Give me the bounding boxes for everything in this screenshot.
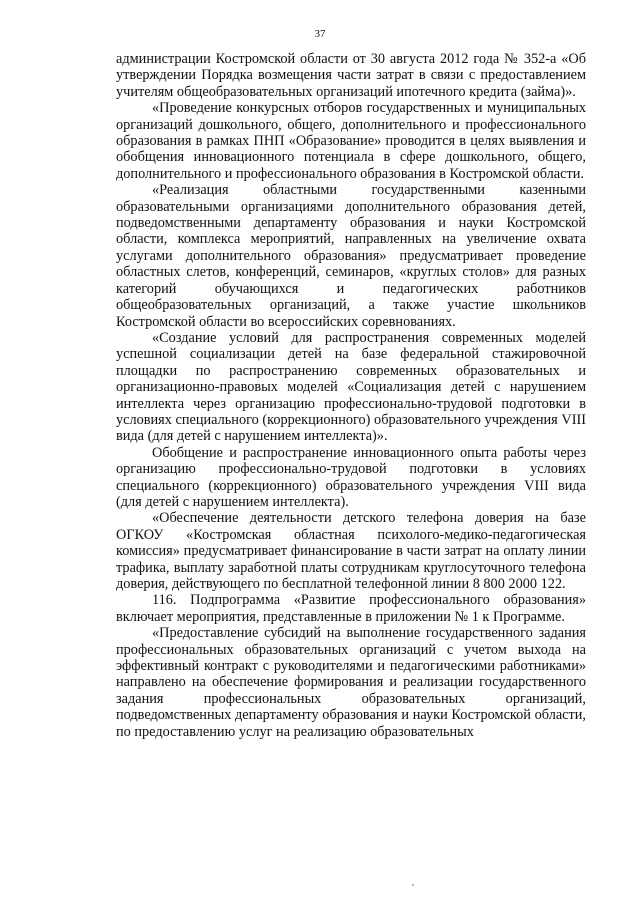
paragraph: 116. Подпрограмма «Развитие профессионального образования» включает мероприятия, представленные в приложении № 1 к Программе. bbox=[116, 592, 586, 625]
paragraph: «Проведение конкурсных отборов государственных и муниципальных организаций дошкольного, общего, дополнительного и профессионального образования в рамках ПНП «Образование» проводится в целях выявления и обобщения инновационного потенциала в сфере дошкольного, общего, дополнительного и профессионального образования в Костромской области. bbox=[116, 100, 586, 182]
scan-speck bbox=[412, 884, 414, 886]
paragraph: «Реализация областными государственными казенными образовательными организациями дополнительного образования детей, подведомственными департаменту образования и науки Костромской области, комплекса мероприятий, направленных на увеличение охвата услугами дополнительного образования» предусматривает проведение областных слетов, конференций, семинаров, «круглых столов» для разных категорий обучающихся и педагогических работников общеобразовательных организаций, а также участие школьников Костромской области во всероссийских соревнованиях. bbox=[116, 182, 586, 330]
paragraph: «Обеспечение деятельности детского телефона доверия на базе ОГКОУ «Костромская областная психолого-медико-педагогическая комиссия» предусматривает финансирование в части затрат на оплату линии трафика, выплату заработной платы сотрудникам круглосуточного телефона доверия, действующего по бесплатной телефонной линии 8 800 2000 122. bbox=[116, 510, 586, 592]
paragraph: администрации Костромской области от 30 августа 2012 года № 352-а «Об утверждении Порядка возмещения части затрат в связи с предоставлением учителям общеобразовательных организаций ипотечного кредита (займа)». bbox=[116, 51, 586, 100]
paragraph: Обобщение и распространение инновационного опыта работы через организацию профессионально-трудовой подготовки в условиях специального (коррекционного) образовательного учреждения VIII вида (для детей с нарушением интеллекта). bbox=[116, 444, 586, 510]
paragraph: «Создание условий для распространения современных моделей успешной социализации детей на базе федеральной стажировочной площадки по распространению современных образовательных и организационно-правовых моделей «Социализация детей с нарушением интеллекта через организацию профессионально-трудовой подготовки в условиях специального (коррекционного) образовательного учреждения VIII вида (для детей с нарушением интеллекта)». bbox=[116, 329, 586, 445]
paragraph: «Предоставление субсидий на выполнение государственного задания профессиональных образовательных организаций с учетом выхода на эффективный контракт с руководителями и педагогическими работниками» направлено на обеспечение формирования и реализации государственного задания профессиональных образовательных организаций, подведомственных департаменту образования и науки Костромской области, по предоставлению услуг на реализацию образовательных bbox=[116, 625, 586, 740]
document-body bbox=[116, 51, 586, 740]
page-number: 37 bbox=[314, 28, 326, 40]
